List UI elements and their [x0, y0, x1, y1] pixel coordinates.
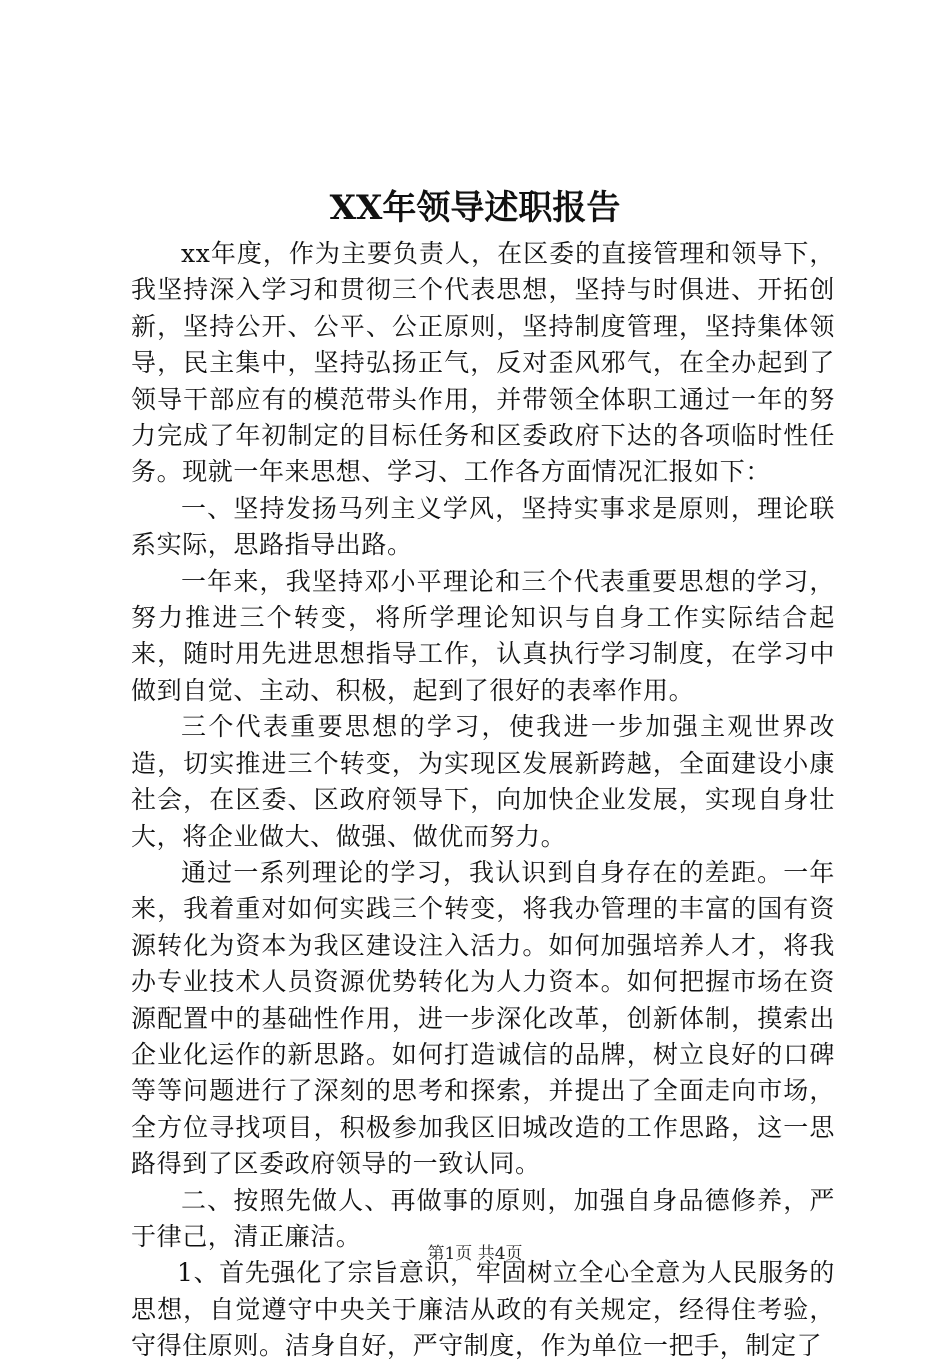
document-title: XX年领导述职报告	[329, 188, 621, 228]
paragraph-section-1-heading: 一、坚持发扬马列主义学风，坚持实事求是原则，理论联系实际，思路指导出路。	[131, 493, 835, 560]
paragraph-three-represents: 三个代表重要思想的学习，使我进一步加强主观世界改造，切实推进三个转变，为实现区发展新跨越，全面建设小康社会，在区委、区政府领导下，向加快企业发展，实现自身壮大，将企业做大、做强、做优而努力。	[131, 712, 835, 851]
document-body	[131, 236, 835, 1365]
paragraph-intro: xx年度，作为主要负责人，在区委的直接管理和领导下，我坚持深入学习和贯彻三个代表思想，坚持与时俱进、开拓创新，坚持公开、公平、公正原则，坚持制度管理，坚持集体领导，民主集中，坚持弘扬正气，反对歪风邪气，在全办起到了领导干部应有的模范带头作用，并带领全体职工通过一年的努力完成了年初制定的目标任务和区委政府下达的各项临时性任务。现就一年来思想、学习、工作各方面情况汇报如下：	[131, 239, 835, 487]
paragraph-item-1: 1、首先强化了宗旨意识，牢固树立全心全意为人民服务的思想，自觉遵守中央关于廉洁从政的有关规定，经得住考验，守得住原则。洁身自好，严守制度，作为单位一把手，制定了	[131, 1258, 835, 1361]
paragraph-section-2-heading: 二、按照先做人、再做事的原则，加强自身品德修养，严于律己，清正廉洁。	[131, 1185, 835, 1251]
paragraph-study: 一年来，我坚持邓小平理论和三个代表重要思想的学习，努力推进三个转变，将所学理论知识与自身工作实际结合起来，随时用先进思想指导工作，认真执行学习制度，在学习中做到自觉、主动、积极，起到了很好的表率作用。	[131, 566, 835, 705]
page-number-footer: 第1页 共4页	[427, 1244, 523, 1264]
paragraph-reflection: 通过一系列理论的学习，我认识到自身存在的差距。一年来，我着重对如何实践三个转变，将我办管理的丰富的国有资源转化为资本为我区建设注入活力。如何加强培养人才，将我办专业技术人员资源优势转化为人力资本。如何把握市场在资源配置中的基础性作用，进一步深化改革，创新体制，摸索出企业化运作的新思路。如何打造诚信的品牌，树立良好的口碑等等问题进行了深刻的思考和探索，并提出了全面走向市场，全方位寻找项目，积极参加我区旧城改造的工作思路，这一思路得到了区委政府领导的一致认同。	[131, 857, 835, 1179]
